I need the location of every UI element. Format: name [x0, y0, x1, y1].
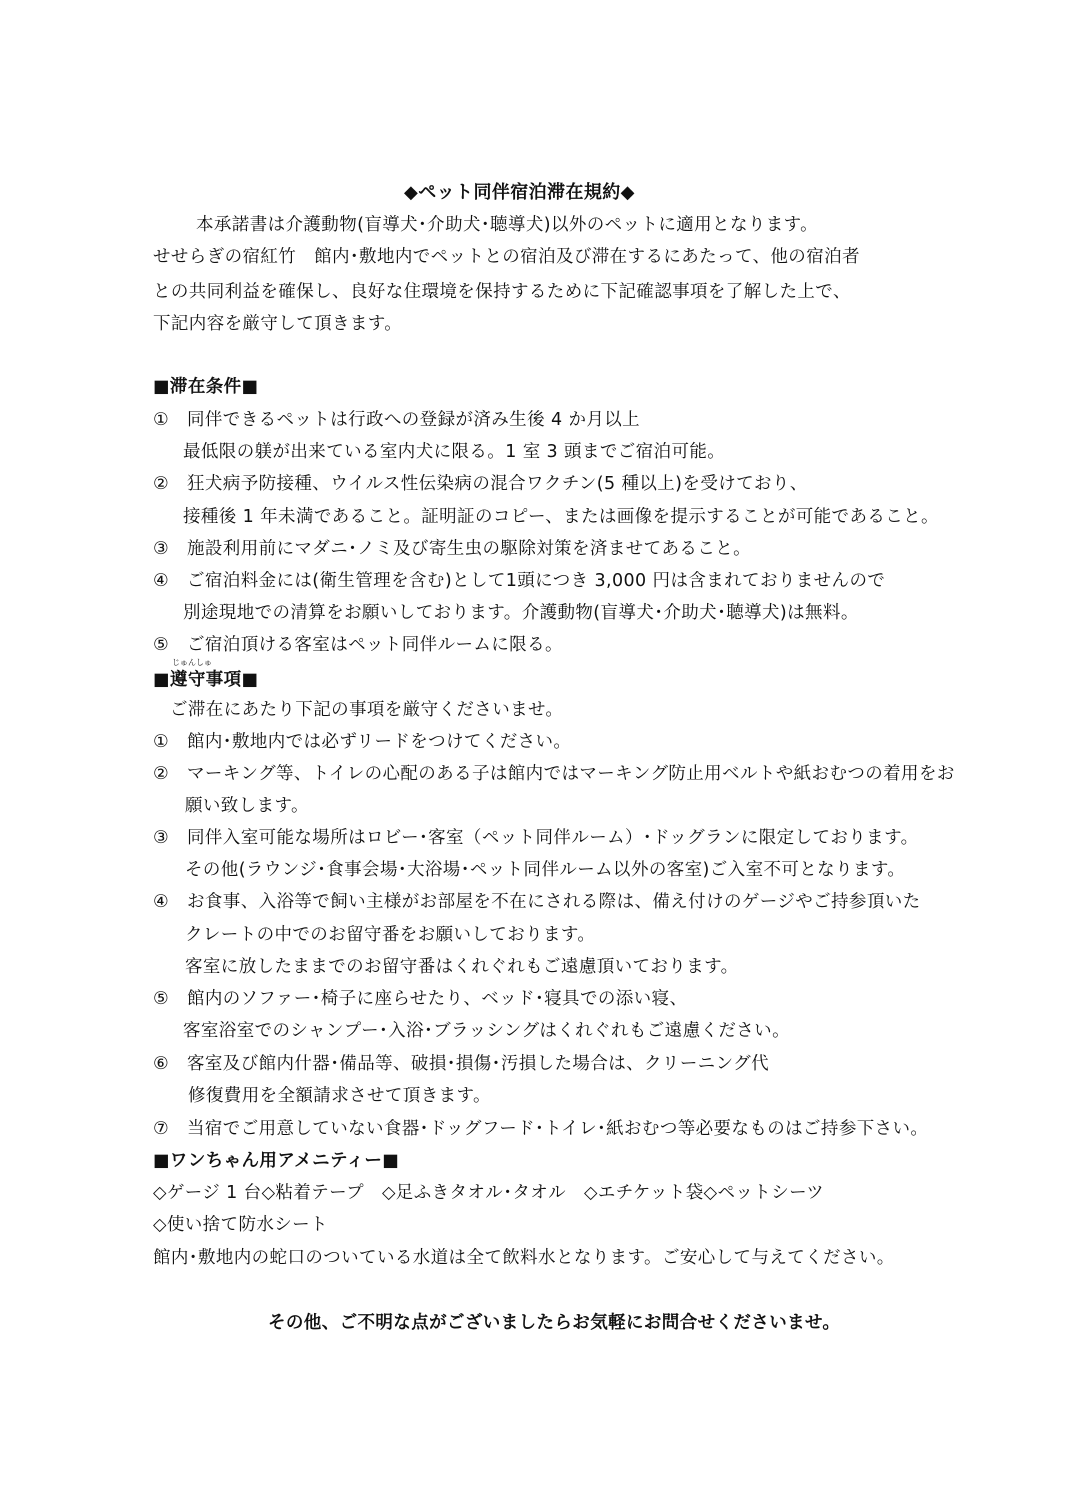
stay-condition-line: ③ 施設利用前にマダニ･ノミ及び寄生虫の駆除対策を済ませてあること。: [153, 539, 752, 559]
rules-heading: ■遵守事項■: [153, 670, 259, 690]
amenity-line: 館内･敷地内の蛇口のついている水道は全て飲料水となります。ご安心して与えてください。: [153, 1248, 895, 1268]
intro-line: 下記内容を厳守して頂きます。: [153, 314, 403, 334]
stay-condition-line: 接種後 1 年未満であること。証明証のコピー、または画像を提示することが可能であること。: [183, 507, 939, 527]
rules-heading-ruby: じゅんしゅ: [172, 658, 212, 667]
stay-condition-line: ⑤ ご宿泊頂ける客室はペット同伴ルームに限る。: [153, 635, 563, 655]
amenity-line: ◇ゲージ 1 台◇粘着テープ ◇足ふきタオル･タオル ◇エチケット袋◇ペットシーツ: [153, 1183, 825, 1203]
rules-line: ⑦ 当宿でご用意していない食器･ドッグフード･トイレ･紙おむつ等必要なものはご持参下さい。: [153, 1119, 929, 1139]
rules-line: 願い致します。: [185, 796, 309, 816]
stay-conditions-heading: ■滞在条件■: [153, 377, 259, 397]
stay-condition-line: ② 狂犬病予防接種、ウイルス性伝染病の混合ワクチン(5 種以上)を受けており、: [153, 474, 808, 494]
rules-line: ① 館内･敷地内では必ずリードをつけてください。: [153, 732, 572, 752]
rules-line: 修復費用を全額請求させて頂きます。: [188, 1086, 491, 1106]
rules-line: クレートの中でのお留守番をお願いしております。: [185, 925, 596, 945]
stay-condition-line: ④ ご宿泊料金には(衛生管理を含む)として1頭につき 3,000 円は含まれておりませんので: [153, 571, 886, 591]
rules-line: ご滞在にあたり下記の事項を厳守くださいませ。: [170, 700, 564, 720]
stay-condition-line: 最低限の躾が出来ている室内犬に限る。1 室 3 頭までご宿泊可能。: [183, 442, 726, 462]
rules-line: ③ 同伴入室可能な場所はロビー･客室（ペット同伴ルーム）･ドッグランに限定しております。: [153, 828, 919, 848]
intro-line: 本承諾書は介護動物(盲導犬･介助犬･聴導犬)以外のペットに適用となります。: [196, 215, 819, 235]
rules-line: ⑤ 館内のソファー･椅子に座らせたり、ベッド･寝具での添い寝、: [153, 989, 688, 1009]
amenity-line: ◇使い捨て防水シート: [153, 1215, 328, 1235]
closing-note: その他、ご不明な点がございましたらお気軽にお問合せくださいませ。: [268, 1313, 841, 1333]
rules-line: 客室に放したままでのお留守番はくれぐれもご遠慮頂いております。: [185, 957, 739, 977]
rules-line: 客室浴室でのシャンプー･入浴･ブラッシングはくれぐれもご遠慮ください。: [183, 1021, 790, 1041]
intro-line: との共同利益を確保し、良好な住環境を保持するために下記確認事項を了解した上で、: [153, 282, 851, 302]
rules-line: ② マーキング等、トイレの心配のある子は館内ではマーキング防止用ベルトや紙おむつの着用をお: [153, 764, 955, 784]
rules-line: ④ お食事、入浴等で飼い主様がお部屋を不在にされる際は、備え付けのゲージやご持参頂いた: [153, 892, 921, 912]
intro-line: せせらぎの宿紅竹 館内･敷地内でペットとの宿泊及び滞在するにあたって、他の宿泊者: [153, 247, 860, 267]
document-title: ◆ペット同伴宿泊滞在規約◆: [404, 182, 635, 203]
stay-condition-line: 別途現地での清算をお願いしております。介護動物(盲導犬･介助犬･聴導犬)は無料。: [183, 603, 859, 623]
rules-line: その他(ラウンジ･食事会場･大浴場･ペット同伴ルーム以外の客室)ご入室不可となります。: [185, 860, 906, 880]
stay-condition-line: ① 同伴できるペットは行政への登録が済み生後 4 か月以上: [153, 410, 641, 430]
amenity-heading: ■ワンちゃん用アメニティー■: [153, 1151, 400, 1171]
rules-line: ⑥ 客室及び館内什器･備品等、破損･損傷･汚損した場合は、クリーニング代: [153, 1054, 769, 1074]
